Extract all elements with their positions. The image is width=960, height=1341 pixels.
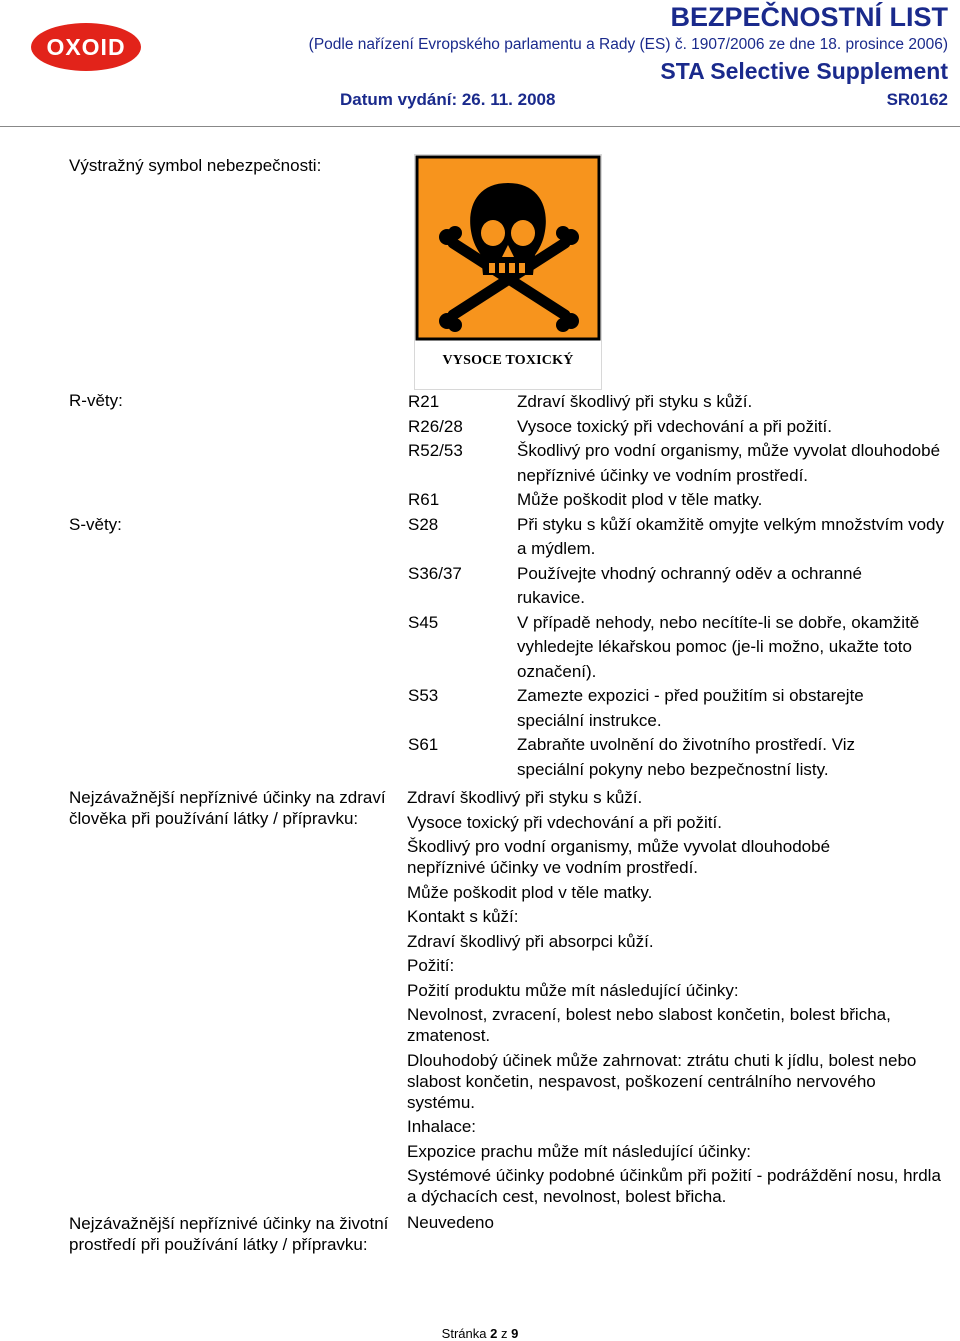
- phrase-code: R52/53: [408, 441, 463, 460]
- regulation-reference: (Podle nařízení Evropského parlamentu a Rady (ES) č. 1907/2006 ze dne 18. prosince 2006): [308, 36, 948, 53]
- page-number: 2: [490, 1326, 498, 1341]
- document-title: BEZPEČNOSTNÍ LIST: [670, 2, 948, 32]
- effect-line: Systémové účinky podobné účinkům při požití - podráždění nosu, hrdla a dýchacích cest, nevolnost, bolest břicha.: [407, 1166, 941, 1206]
- env-effects-label: Nejzávažnější nepříznivé účinky na životní prostředí při používání látky / přípravku:: [69, 1214, 389, 1254]
- effect-line: Dlouhodobý účinek může zahrnovat: ztrátu chuti k jídlu, bolest nebo slabost končetin, nespavost, poškození centrálního nervového systému.: [407, 1050, 917, 1112]
- effect-line: Nevolnost, zvracení, bolest nebo slabost končetin, bolest břicha, zmatenost.: [407, 1005, 891, 1045]
- effect-line: Zdraví škodlivý při absorpci kůží.: [407, 931, 654, 951]
- product-code: SR0162: [886, 90, 948, 109]
- effect-line: Zdraví škodlivý při styku s kůží.: [407, 788, 643, 807]
- hazard-caption: VYSOCE TOXICKÝ: [442, 353, 574, 368]
- phrase-text: Vysoce toxický při vdechování a při požití.: [517, 416, 832, 436]
- env-effects-value: Neuvedeno: [407, 1213, 494, 1232]
- phrase-code: R61: [408, 490, 440, 509]
- r-phrases-label: R-věty:: [69, 391, 123, 410]
- phrase-text: V případě nehody, nebo necítíte-li se dobře, okamžitě vyhledejte lékařskou pomoc (je-li možno, ukažte toto označení).: [517, 612, 920, 681]
- page-prefix: Stránka: [441, 1326, 487, 1341]
- hazard-symbol: [414, 154, 602, 390]
- logo-text: OXOID: [46, 34, 126, 60]
- phrase-codes: [408, 390, 518, 782]
- effect-line: Vysoce toxický při vdechování a při požití.: [407, 812, 722, 832]
- phrase-text: Škodlivý pro vodní organismy, může vyvolat dlouhodobé nepříznivé účinky ve vodním prostředí.: [517, 441, 941, 485]
- effect-heading: Požití:: [407, 956, 455, 975]
- product-name: STA Selective Supplement: [660, 58, 948, 84]
- phrase-code: R21: [408, 392, 440, 411]
- oxoid-logo: [30, 22, 142, 72]
- phrase-text: Používejte vhodný ochranný oděv a ochranné rukavice.: [517, 563, 862, 607]
- phrase-code: S45: [408, 612, 439, 632]
- effect-line: Požití produktu může mít následující účinky:: [407, 980, 739, 1000]
- phrase-code: S36/37: [408, 563, 462, 583]
- s-phrases-label: S-věty:: [69, 515, 122, 534]
- phrase-code: S53: [408, 686, 439, 705]
- phrase-text: Může poškodit plod v těle matky.: [517, 490, 763, 509]
- health-effects-label: Nejzávažnější nepříznivé účinky na zdraví člověka při používání látky / přípravku:: [69, 788, 386, 828]
- effect-heading: Kontakt s kůží:: [407, 907, 519, 926]
- page-footer: [0, 1326, 960, 1341]
- skull-crossbones-icon: [415, 155, 601, 345]
- phrase-text: Při styku s kůží okamžitě omyjte velkým množstvím vody a mýdlem.: [517, 514, 944, 558]
- phrase-text: Zamezte expozici - před použitím si obstarejte speciální instrukce.: [517, 686, 864, 730]
- phrase-texts: [517, 390, 957, 782]
- page-total: 9: [511, 1326, 519, 1341]
- phrase-code: R26/28: [408, 416, 463, 436]
- effect-line: Expozice prachu může mít následující účinky:: [407, 1141, 751, 1161]
- effect-heading: Inhalace:: [407, 1117, 476, 1136]
- phrase-text: Zabraňte uvolnění do životního prostředí. Viz speciální pokyny nebo bezpečnostní listy.: [517, 735, 855, 779]
- page-of: z: [500, 1326, 508, 1341]
- issue-date: Datum vydání: 26. 11. 2008: [340, 90, 556, 109]
- phrase-code: S28: [408, 514, 439, 534]
- header-divider: [0, 126, 960, 127]
- effect-line: Může poškodit plod v těle matky.: [407, 882, 653, 902]
- effect-line: Škodlivý pro vodní organismy, může vyvolat dlouhodobé nepříznivé účinky ve vodním prostředí.: [407, 837, 831, 877]
- health-effects-list: [407, 787, 947, 1211]
- phrase-text: Zdraví škodlivý při styku s kůží.: [517, 392, 753, 411]
- hazard-symbol-label: Výstražný symbol nebezpečnosti:: [69, 156, 322, 175]
- phrase-code: S61: [408, 735, 439, 754]
